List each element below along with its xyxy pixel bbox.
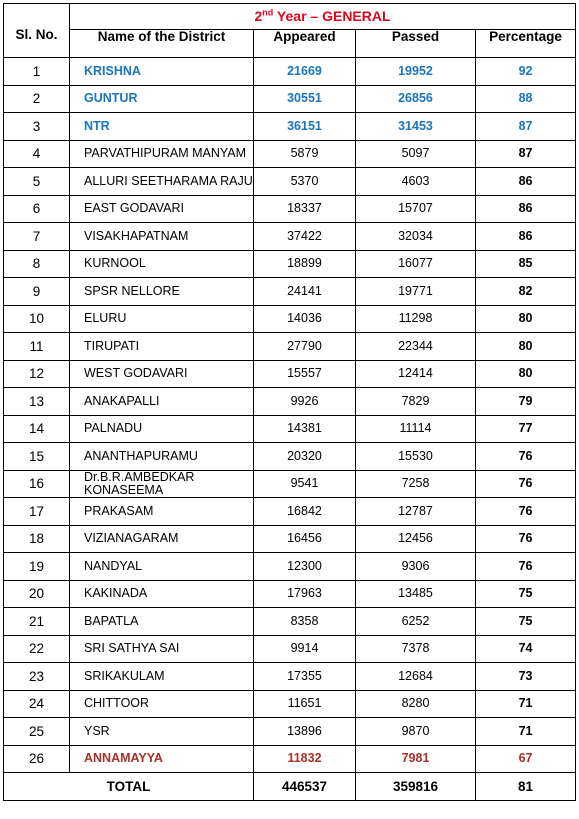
row-percentage: 87	[476, 113, 576, 141]
row-district-name: PRAKASAM	[70, 498, 254, 526]
row-passed: 5097	[356, 140, 476, 168]
total-label: TOTAL	[4, 773, 254, 801]
row-passed: 12684	[356, 663, 476, 691]
row-appeared: 9914	[254, 635, 356, 663]
row-appeared: 9926	[254, 388, 356, 416]
row-sl-number: 13	[4, 388, 70, 416]
row-passed: 9306	[356, 553, 476, 581]
row-sl-number: 6	[4, 195, 70, 223]
row-district-name: WEST GODAVARI	[70, 360, 254, 388]
row-district-name: KRISHNA	[70, 58, 254, 86]
row-passed: 7258	[356, 470, 476, 498]
row-passed: 12456	[356, 525, 476, 553]
table-row	[4, 278, 576, 306]
row-passed: 22344	[356, 333, 476, 361]
table-row	[4, 553, 576, 581]
row-passed: 19952	[356, 58, 476, 86]
row-district-name: GUNTUR	[70, 85, 254, 113]
row-appeared: 14036	[254, 305, 356, 333]
row-district-name: PARVATHIPURAM MANYAM	[70, 140, 254, 168]
table-row	[4, 333, 576, 361]
table-row	[4, 305, 576, 333]
row-appeared: 24141	[254, 278, 356, 306]
row-sl-number: 18	[4, 525, 70, 553]
row-percentage: 79	[476, 388, 576, 416]
row-sl-number: 7	[4, 223, 70, 251]
table-row	[4, 443, 576, 471]
row-sl-number: 20	[4, 580, 70, 608]
row-appeared: 27790	[254, 333, 356, 361]
row-percentage: 86	[476, 223, 576, 251]
row-percentage: 76	[476, 498, 576, 526]
row-district-name: TIRUPATI	[70, 333, 254, 361]
row-sl-number: 1	[4, 58, 70, 86]
row-sl-number: 21	[4, 608, 70, 636]
column-header-appeared: Appeared	[254, 30, 356, 58]
row-passed: 31453	[356, 113, 476, 141]
row-district-name: SRI SATHYA SAI	[70, 635, 254, 663]
row-passed: 16077	[356, 250, 476, 278]
row-district-name: YSR	[70, 718, 254, 746]
row-appeared: 37422	[254, 223, 356, 251]
row-appeared: 14381	[254, 415, 356, 443]
header-row	[4, 30, 576, 58]
row-percentage: 71	[476, 690, 576, 718]
total-row	[4, 773, 576, 801]
row-appeared: 13896	[254, 718, 356, 746]
row-passed: 15707	[356, 195, 476, 223]
row-appeared: 16842	[254, 498, 356, 526]
table-row	[4, 250, 576, 278]
row-percentage: 67	[476, 745, 576, 773]
row-district-name: ALLURI SEETHARAMA RAJU	[70, 168, 254, 196]
row-district-name: EAST GODAVARI	[70, 195, 254, 223]
group-title-text: Year – GENERAL	[273, 8, 391, 24]
row-district-name: NANDYAL	[70, 553, 254, 581]
row-passed: 9870	[356, 718, 476, 746]
row-passed: 15530	[356, 443, 476, 471]
row-district-name: KURNOOL	[70, 250, 254, 278]
row-appeared: 12300	[254, 553, 356, 581]
row-percentage: 92	[476, 58, 576, 86]
row-sl-number: 26	[4, 745, 70, 773]
row-percentage: 75	[476, 608, 576, 636]
results-table	[3, 3, 576, 801]
column-header-sl: Sl. No.	[4, 4, 70, 58]
row-sl-number: 15	[4, 443, 70, 471]
row-district-name: KAKINADA	[70, 580, 254, 608]
row-sl-number: 3	[4, 113, 70, 141]
row-appeared: 18899	[254, 250, 356, 278]
row-passed: 32034	[356, 223, 476, 251]
row-percentage: 86	[476, 168, 576, 196]
row-sl-number: 4	[4, 140, 70, 168]
row-district-name: ANANTHAPURAMU	[70, 443, 254, 471]
row-percentage: 88	[476, 85, 576, 113]
total-passed: 359816	[356, 773, 476, 801]
row-appeared: 17355	[254, 663, 356, 691]
row-passed: 8280	[356, 690, 476, 718]
row-sl-number: 12	[4, 360, 70, 388]
row-district-name: PALNADU	[70, 415, 254, 443]
row-passed: 12787	[356, 498, 476, 526]
row-sl-number: 5	[4, 168, 70, 196]
group-title	[70, 4, 576, 30]
table-row	[4, 470, 576, 498]
row-appeared: 8358	[254, 608, 356, 636]
row-percentage: 73	[476, 663, 576, 691]
row-sl-number: 17	[4, 498, 70, 526]
row-appeared: 21669	[254, 58, 356, 86]
row-percentage: 76	[476, 470, 576, 498]
row-appeared: 30551	[254, 85, 356, 113]
row-sl-number: 19	[4, 553, 70, 581]
table-row	[4, 580, 576, 608]
row-percentage: 85	[476, 250, 576, 278]
row-district-name: ANAKAPALLI	[70, 388, 254, 416]
table-row	[4, 663, 576, 691]
row-appeared: 18337	[254, 195, 356, 223]
row-district-name: ANNAMAYYA	[70, 745, 254, 773]
row-percentage: 76	[476, 443, 576, 471]
row-passed: 4603	[356, 168, 476, 196]
row-percentage: 76	[476, 525, 576, 553]
row-percentage: 82	[476, 278, 576, 306]
row-passed: 26856	[356, 85, 476, 113]
row-passed: 7829	[356, 388, 476, 416]
row-appeared: 20320	[254, 443, 356, 471]
row-passed: 7981	[356, 745, 476, 773]
row-sl-number: 14	[4, 415, 70, 443]
table-body	[4, 58, 576, 773]
row-district-name: VIZIANAGARAM	[70, 525, 254, 553]
table-row	[4, 635, 576, 663]
table-row	[4, 498, 576, 526]
row-sl-number: 24	[4, 690, 70, 718]
row-appeared: 11832	[254, 745, 356, 773]
row-appeared: 16456	[254, 525, 356, 553]
row-appeared: 11651	[254, 690, 356, 718]
row-sl-number: 11	[4, 333, 70, 361]
row-appeared: 5370	[254, 168, 356, 196]
row-passed: 13485	[356, 580, 476, 608]
row-percentage: 87	[476, 140, 576, 168]
row-percentage: 80	[476, 360, 576, 388]
row-sl-number: 10	[4, 305, 70, 333]
row-percentage: 76	[476, 553, 576, 581]
table-row	[4, 415, 576, 443]
table-row	[4, 525, 576, 553]
row-percentage: 80	[476, 333, 576, 361]
group-title-number: 2	[254, 8, 263, 24]
row-appeared: 9541	[254, 470, 356, 498]
table-row	[4, 58, 576, 86]
row-percentage: 75	[476, 580, 576, 608]
table-row	[4, 745, 576, 773]
row-percentage: 86	[476, 195, 576, 223]
column-header-percentage: Percentage	[476, 30, 576, 58]
table-row	[4, 388, 576, 416]
row-appeared: 17963	[254, 580, 356, 608]
table-row	[4, 195, 576, 223]
row-passed: 6252	[356, 608, 476, 636]
row-percentage: 80	[476, 305, 576, 333]
table-row	[4, 113, 576, 141]
table-row	[4, 690, 576, 718]
row-sl-number: 9	[4, 278, 70, 306]
row-passed: 19771	[356, 278, 476, 306]
total-percentage: 81	[476, 773, 576, 801]
row-sl-number: 2	[4, 85, 70, 113]
row-sl-number: 23	[4, 663, 70, 691]
row-district-name: SPSR NELLORE	[70, 278, 254, 306]
row-district-name: CHITTOOR	[70, 690, 254, 718]
total-appeared: 446537	[254, 773, 356, 801]
group-title-suffix: nd	[262, 7, 274, 18]
table-row	[4, 85, 576, 113]
row-passed: 11114	[356, 415, 476, 443]
row-percentage: 74	[476, 635, 576, 663]
row-sl-number: 8	[4, 250, 70, 278]
row-sl-number: 22	[4, 635, 70, 663]
table-row	[4, 223, 576, 251]
row-passed: 7378	[356, 635, 476, 663]
row-appeared: 36151	[254, 113, 356, 141]
row-appeared: 5879	[254, 140, 356, 168]
row-district-name: SRIKAKULAM	[70, 663, 254, 691]
row-district-name: NTR	[70, 113, 254, 141]
row-percentage: 71	[476, 718, 576, 746]
row-district-name: VISAKHAPATNAM	[70, 223, 254, 251]
row-sl-number: 25	[4, 718, 70, 746]
row-percentage: 77	[476, 415, 576, 443]
table-row	[4, 140, 576, 168]
table-row	[4, 718, 576, 746]
table-row	[4, 608, 576, 636]
column-header-name: Name of the District	[70, 30, 254, 58]
column-header-passed: Passed	[356, 30, 476, 58]
row-appeared: 15557	[254, 360, 356, 388]
row-sl-number: 16	[4, 470, 70, 498]
title-row	[4, 4, 576, 30]
row-passed: 11298	[356, 305, 476, 333]
table-row	[4, 168, 576, 196]
row-district-name: BAPATLA	[70, 608, 254, 636]
row-district-name: Dr.B.R.AMBEDKAR KONASEEMA	[70, 470, 254, 498]
row-passed: 12414	[356, 360, 476, 388]
table-row	[4, 360, 576, 388]
row-district-name: ELURU	[70, 305, 254, 333]
